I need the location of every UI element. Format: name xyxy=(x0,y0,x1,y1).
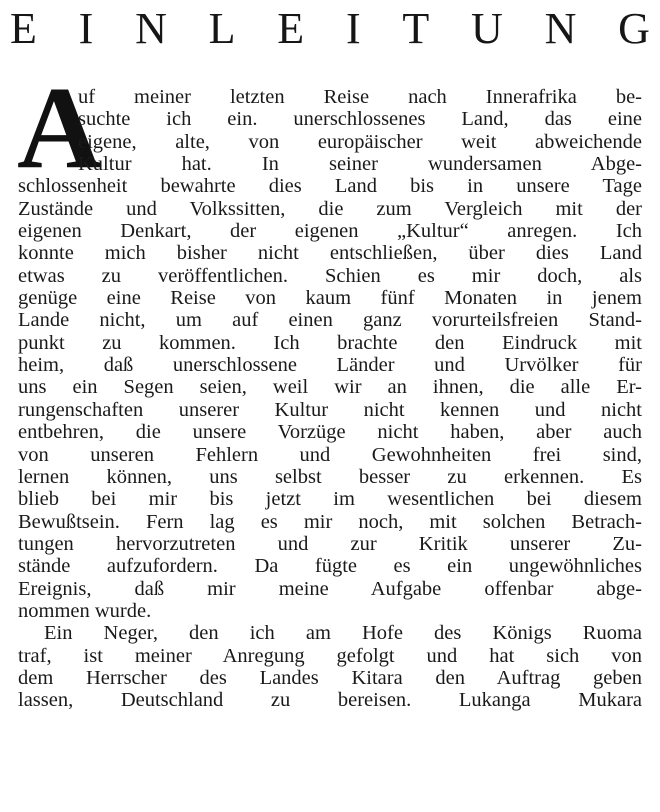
text-line: eigene, alte, von europäischer weit abweichende xyxy=(78,130,642,153)
drop-cap: A xyxy=(17,62,101,193)
heading-letter: E xyxy=(10,4,37,53)
heading-letter: N xyxy=(135,4,167,53)
chapter-heading xyxy=(10,4,650,54)
text-line: eigenen Denkart, der eigenen „Kultur“ anregen. Ich xyxy=(18,220,642,243)
text-line: blieb bei mir bis jetzt im wesentlichen bei diesem xyxy=(18,488,642,511)
heading-letter: G xyxy=(618,4,650,53)
text-line: Bewußtsein. Fern lag es mir noch, mit solchen Betrach- xyxy=(18,510,642,533)
heading-letter: T xyxy=(402,4,430,53)
text-line: Lande nicht, um auf einen ganz vorurteilsfreien Stand- xyxy=(18,309,642,332)
heading-letter: I xyxy=(78,4,94,53)
text-line: Ein Neger, den ich am Hofe des Königs Ruoma xyxy=(44,622,642,645)
text-line: entbehren, die unsere Vorzüge nicht haben, aber auch xyxy=(18,421,642,444)
heading-letter: N xyxy=(544,4,577,53)
text-line: von unseren Fehlern und Gewohnheiten frei sind, xyxy=(18,443,642,466)
text-line: lassen, Deutschland zu bereisen. Lukanga Mukara xyxy=(18,689,642,712)
text-line: rungenschaften unserer Kultur nicht kennen und nicht xyxy=(18,398,642,421)
text-line: suchte ich ein. unerschlossenes Land, das eine xyxy=(78,108,642,131)
text-line: Kultur hat. In seiner wundersamen Abge- xyxy=(78,153,642,176)
text-line: schlossenheit bewahrte dies Land bis in unsere Tage xyxy=(18,175,642,198)
text-line: Ereignis, daß mir meine Aufgabe offenbar abge- xyxy=(18,577,642,600)
text-line: Zustände und Volkssitten, die zum Vergleich mit der xyxy=(18,197,642,220)
text-line: stände aufzufordern. Da fügte es ein ungewöhnliches xyxy=(18,555,642,578)
text-line: lernen können, uns selbst besser zu erkennen. Es xyxy=(18,465,642,488)
text-line: etwas zu veröffentlichen. Schien es mir doch, als xyxy=(18,264,642,287)
text-line: dem Herrscher des Landes Kitara den Auftrag geben xyxy=(18,666,642,689)
text-line: konnte mich bisher nicht entschließen, über dies Land xyxy=(18,242,642,265)
heading-letter: L xyxy=(208,4,236,53)
body-text xyxy=(18,86,642,712)
heading-letter: U xyxy=(471,4,503,53)
text-line: nommen wurde. xyxy=(18,599,152,622)
text-line: uf meiner letzten Reise nach Innerafrika be- xyxy=(78,86,642,108)
heading-letter: I xyxy=(345,4,361,53)
text-line: genüge eine Reise von kaum fünf Monaten in jenem xyxy=(18,287,642,310)
text-line: traf, ist meiner Anregung gefolgt und hat sich von xyxy=(18,644,642,667)
text-line: tungen hervorzutreten und zur Kritik unserer Zu- xyxy=(18,532,642,555)
text-line: heim, daß unerschlossene Länder und Urvölker für xyxy=(18,354,642,377)
text-line: uns ein Segen seien, weil wir an ihnen, die alle Er- xyxy=(18,376,642,399)
heading-letter: E xyxy=(277,4,305,53)
text-line: punkt zu kommen. Ich brachte den Eindruck mit xyxy=(18,331,642,354)
